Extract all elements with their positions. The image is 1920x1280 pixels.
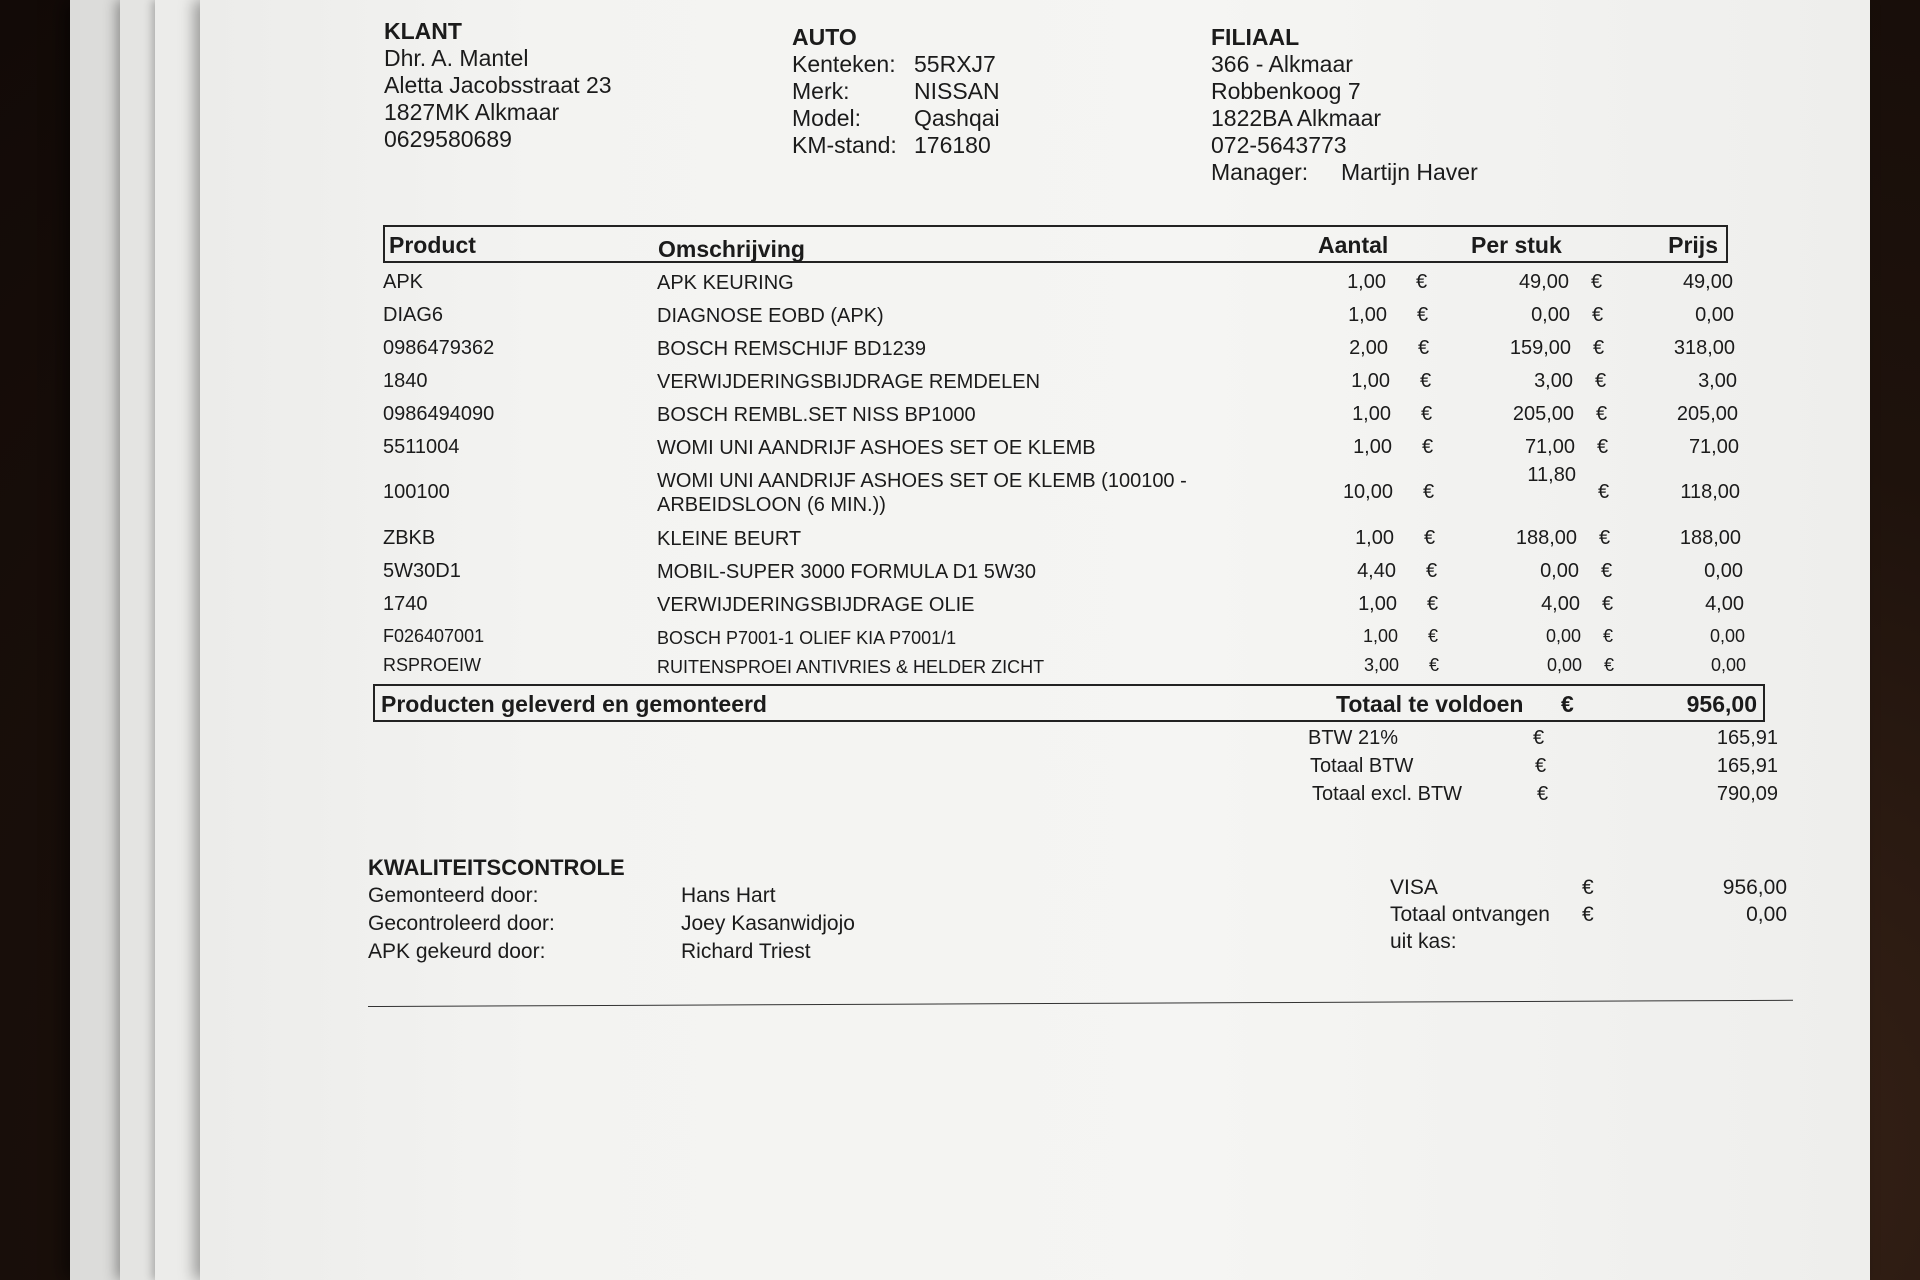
col-omschrijving: Omschrijving <box>658 236 805 262</box>
row-currency: € <box>1423 481 1435 503</box>
excl-btw-currency: € <box>1537 783 1549 805</box>
auto-merk <box>792 78 1000 105</box>
tax-line <box>1308 724 1778 752</box>
gecontroleerd-label: Gecontroleerd door: <box>368 912 555 935</box>
row-per-stuk: 3,00 <box>1534 370 1573 392</box>
col-prijs: Prijs <box>1668 232 1718 258</box>
row-description: BOSCH REMSCHIJF BD1239 <box>657 338 926 360</box>
row-product: F026407001 <box>383 626 485 646</box>
row-currency: € <box>1592 304 1604 326</box>
row-currency: € <box>1421 403 1433 425</box>
apk-gekeurd-value: Richard Triest <box>681 940 811 963</box>
row-currency: € <box>1420 370 1432 392</box>
tax-block <box>1308 724 1778 808</box>
row-description: APK KEURING <box>657 272 794 294</box>
quality-line <box>368 882 776 910</box>
row-aantal: 1,00 <box>1348 304 1387 326</box>
row-currency: € <box>1416 271 1428 293</box>
row-prijs: 118,00 <box>1680 481 1740 503</box>
filiaal-name: 366 - Alkmaar <box>1211 51 1353 77</box>
row-description: DIAGNOSE EOBD (APK) <box>657 305 884 327</box>
table-row <box>383 588 1763 621</box>
row-description-line: ARBEIDSLOON (6 MIN.)) <box>657 494 886 516</box>
filiaal-block <box>1211 24 1478 186</box>
row-prijs: 71,00 <box>1688 436 1739 458</box>
filiaal-street: Robbenkoog 7 <box>1211 78 1361 104</box>
row-currency: € <box>1596 403 1608 425</box>
auto-km-value: 176180 <box>914 132 991 158</box>
table-header <box>383 225 1728 263</box>
row-product: 1840 <box>383 370 428 392</box>
auto-model <box>792 105 1000 132</box>
row-prijs: 205,00 <box>1676 403 1738 425</box>
row-per-stuk: 4,00 <box>1541 593 1580 615</box>
klant-street: Aletta Jacobsstraat 23 <box>384 72 612 98</box>
row-currency: € <box>1602 593 1614 615</box>
gecontroleerd-value: Joey Kasanwidjojo <box>681 912 855 935</box>
klant-heading: KLANT <box>384 18 462 44</box>
row-description: VERWIJDERINGSBIJDRAGE REMDELEN <box>657 371 1041 393</box>
row-aantal: 3,00 <box>1363 655 1399 675</box>
filiaal-manager <box>1211 159 1478 186</box>
btw-currency: € <box>1533 727 1545 749</box>
row-description: MOBIL-SUPER 3000 FORMULA D1 5W30 <box>657 561 1037 583</box>
row-per-stuk: 11,80 <box>1527 464 1576 486</box>
auto-km-label: KM-stand: <box>792 132 897 158</box>
auto-kenteken <box>792 51 1000 78</box>
row-currency: € <box>1429 655 1440 675</box>
row-product: RSPROEIW <box>383 655 482 675</box>
totaal-btw-value: 165,91 <box>1716 755 1778 777</box>
row-per-stuk: 0,00 <box>1531 304 1570 326</box>
row-currency: € <box>1591 271 1603 293</box>
row-description: BOSCH REMBL.SET NISS BP1000 <box>657 404 976 426</box>
col-product: Product <box>389 232 476 258</box>
ontvangen-label: Totaal ontvangen <box>1390 903 1550 926</box>
row-currency: € <box>1595 370 1607 392</box>
auto-merk-label: Merk: <box>792 78 850 104</box>
row-prijs: 188,00 <box>1679 527 1741 549</box>
row-description: BOSCH P7001-1 OLIEF KIA P7001/1 <box>657 628 957 648</box>
row-aantal: 10,00 <box>1342 481 1393 503</box>
ontvangen-currency: € <box>1582 903 1594 926</box>
row-per-stuk: 0,00 <box>1540 560 1579 582</box>
table-row <box>383 431 1763 464</box>
row-aantal: 1,00 <box>1353 436 1392 458</box>
row-aantal: 1,00 <box>1358 593 1397 615</box>
table-row <box>383 555 1763 588</box>
quality-line <box>368 910 855 938</box>
row-product: 1740 <box>383 593 428 615</box>
col-aantal: Aantal <box>1318 232 1389 258</box>
gemonteerd-label: Gemonteerd door: <box>368 884 539 907</box>
row-per-stuk: 205,00 <box>1512 403 1574 425</box>
row-prijs: 0,00 <box>1695 304 1734 326</box>
row-currency: € <box>1428 626 1439 646</box>
tax-line <box>1308 780 1778 808</box>
producten-label: Producten geleverd en gemonteerd <box>381 691 767 717</box>
row-currency: € <box>1422 436 1434 458</box>
row-prijs: 0,00 <box>1709 626 1745 646</box>
row-prijs: 4,00 <box>1705 593 1744 615</box>
table-row <box>383 650 1763 679</box>
klant-block <box>384 18 612 153</box>
klant-name: Dhr. A. Mantel <box>384 45 529 71</box>
visa-label: VISA <box>1390 876 1438 899</box>
row-aantal: 2,00 <box>1349 337 1388 359</box>
filiaal-heading: FILIAAL <box>1211 24 1300 50</box>
row-description: WOMI UNI AANDRIJF ASHOES SET OE KLEMB <box>657 437 1096 459</box>
row-description-line: WOMI UNI AANDRIJF ASHOES SET OE KLEMB (100100 - <box>657 470 1187 492</box>
row-prijs: 0,00 <box>1710 655 1746 675</box>
row-description: VERWIJDERINGSBIJDRAGE OLIE <box>657 594 975 616</box>
col-per-stuk: Per stuk <box>1471 232 1562 258</box>
row-product: 5W30D1 <box>383 560 461 582</box>
table-row <box>383 522 1763 555</box>
ontvangen-value: 0,00 <box>1746 903 1787 926</box>
table-row <box>383 621 1763 650</box>
excl-btw-label: Totaal excl. BTW <box>1312 783 1463 805</box>
row-per-stuk: 159,00 <box>1509 337 1571 359</box>
row-currency: € <box>1599 527 1611 549</box>
row-aantal: 1,00 <box>1355 527 1394 549</box>
quality-line <box>368 938 811 966</box>
klant-phone: 0629580689 <box>384 126 512 152</box>
payment-line <box>1390 930 1790 957</box>
tax-line <box>1308 752 1778 780</box>
row-currency: € <box>1603 626 1614 646</box>
manager-label: Manager: <box>1211 159 1309 185</box>
total-value: 956,00 <box>1686 691 1757 717</box>
auto-model-label: Model: <box>792 105 862 131</box>
total-currency: € <box>1561 691 1574 717</box>
row-currency: € <box>1426 560 1438 582</box>
row-per-stuk: 0,00 <box>1546 655 1582 675</box>
auto-model-value: Qashqai <box>914 105 1000 131</box>
klant-city: 1827MK Alkmaar <box>384 99 560 125</box>
auto-kenteken-label: Kenteken: <box>792 51 896 77</box>
row-per-stuk: 188,00 <box>1515 527 1577 549</box>
payment-block <box>1390 876 1790 957</box>
row-product: DIAG6 <box>383 304 444 326</box>
row-prijs: 3,00 <box>1698 370 1737 392</box>
row-prijs: 49,00 <box>1682 271 1733 293</box>
auto-merk-value: NISSAN <box>914 78 1000 104</box>
quality-heading: KWALITEITSCONTROLE <box>368 855 625 880</box>
auto-km <box>792 132 1000 159</box>
row-aantal: 1,00 <box>1347 271 1386 293</box>
row-product: 0986494090 <box>383 403 495 425</box>
table-row <box>383 365 1763 398</box>
payment-line <box>1390 903 1790 930</box>
row-currency: € <box>1593 337 1605 359</box>
visa-value: 956,00 <box>1722 876 1787 899</box>
row-currency: € <box>1418 337 1430 359</box>
quality-block <box>368 854 855 966</box>
payment-line <box>1390 876 1790 903</box>
row-aantal: 1,00 <box>1351 370 1390 392</box>
row-currency: € <box>1601 560 1613 582</box>
row-product: 5511004 <box>383 436 460 458</box>
total-label: Totaal te voldoen <box>1336 691 1524 717</box>
auto-heading: AUTO <box>792 24 857 50</box>
row-currency: € <box>1604 655 1615 675</box>
row-per-stuk: 49,00 <box>1518 271 1569 293</box>
product-table-body <box>383 266 1763 679</box>
table-row <box>383 332 1763 365</box>
auto-block <box>792 24 1000 159</box>
total-bar <box>373 684 1765 722</box>
manager-value: Martijn Haver <box>1341 159 1478 185</box>
totaal-btw-label: Totaal BTW <box>1310 755 1414 777</box>
row-currency: € <box>1598 481 1610 503</box>
row-aantal: 1,00 <box>1362 626 1398 646</box>
row-currency: € <box>1427 593 1439 615</box>
btw-label: BTW 21% <box>1308 727 1399 749</box>
row-aantal: 1,00 <box>1352 403 1391 425</box>
apk-gekeurd-label: APK gekeurd door: <box>368 940 546 963</box>
gemonteerd-value: Hans Hart <box>681 884 776 907</box>
row-per-stuk: 71,00 <box>1524 436 1575 458</box>
row-description: RUITENSPROEI ANTIVRIES & HELDER ZICHT <box>657 657 1045 677</box>
row-product: 0986479362 <box>383 337 495 359</box>
row-currency: € <box>1597 436 1609 458</box>
table-row <box>383 464 1763 522</box>
filiaal-city: 1822BA Alkmaar <box>1211 105 1382 131</box>
uit-kas-label: uit kas: <box>1390 930 1457 953</box>
filiaal-phone: 072-5643773 <box>1211 132 1347 158</box>
row-prijs: 0,00 <box>1704 560 1743 582</box>
row-per-stuk: 0,00 <box>1545 626 1581 646</box>
table-row <box>383 299 1763 332</box>
totaal-btw-currency: € <box>1535 755 1547 777</box>
row-product: APK <box>383 271 424 293</box>
table-row <box>383 398 1763 431</box>
row-product: ZBKB <box>383 527 436 549</box>
row-description <box>657 469 1187 517</box>
row-prijs: 318,00 <box>1673 337 1735 359</box>
row-currency: € <box>1424 527 1436 549</box>
btw-value: 165,91 <box>1716 727 1778 749</box>
row-currency: € <box>1417 304 1429 326</box>
visa-currency: € <box>1582 876 1594 899</box>
table-row <box>383 266 1763 299</box>
excl-btw-value: 790,09 <box>1716 783 1778 805</box>
row-product: 100100 <box>383 481 450 503</box>
row-description: KLEINE BEURT <box>657 528 802 550</box>
row-aantal: 4,40 <box>1357 560 1396 582</box>
auto-kenteken-value: 55RXJ7 <box>914 51 996 77</box>
